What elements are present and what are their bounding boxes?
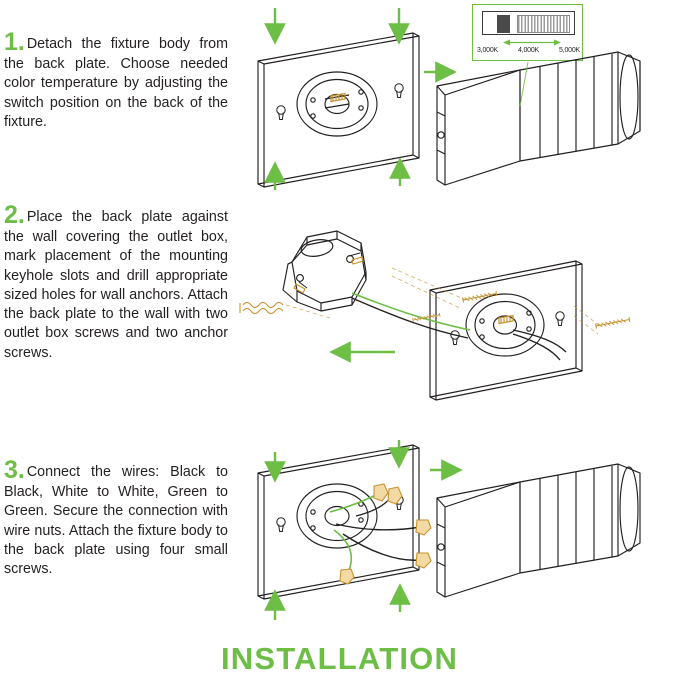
step-3-number: 3. xyxy=(4,456,25,484)
switch-track-icon xyxy=(517,15,570,33)
step-3-text xyxy=(4,458,228,579)
switch-direction-arrow-icon xyxy=(503,38,561,47)
step-2-number: 2. xyxy=(4,201,25,229)
assembly-arrows-step1 xyxy=(275,8,446,190)
step-2-body: Place the back plate against the wall covering the outlet box, mark placement of the mounting keyhole slots and drill appropriate sized holes for wall anchors. Attach the back plate to the wall with two outlet box screws and two anchor screws. xyxy=(4,209,228,361)
cct-label-row xyxy=(477,47,580,54)
cct-label-5000k: 5,000K xyxy=(559,47,580,54)
step-1-body: Detach the fixture body from the back plate. Choose needed color temperature by adjusting the switch position on the back of the fixture. xyxy=(4,36,228,130)
step-2-text xyxy=(4,203,228,363)
wall-anchor-icon xyxy=(240,303,283,314)
cct-label-3000k: 3,000K xyxy=(477,47,498,54)
wire-nut-icon xyxy=(340,484,431,584)
step-3-body: Connect the wires: Black to Black, White to White, Green to Green. Secure the connection with wire nuts. Attach the fixture body to the back plate using four small screws. xyxy=(4,464,228,578)
step-1-number: 1. xyxy=(4,28,25,56)
page-title: INSTALLATION xyxy=(220,641,459,676)
switch-toggle-icon xyxy=(497,15,510,33)
switch-housing xyxy=(482,11,575,35)
cct-label-4000k: 4,000K xyxy=(518,47,539,54)
mounting-screws xyxy=(413,291,630,329)
step-1-text xyxy=(4,30,228,132)
color-temperature-callout xyxy=(472,4,583,61)
